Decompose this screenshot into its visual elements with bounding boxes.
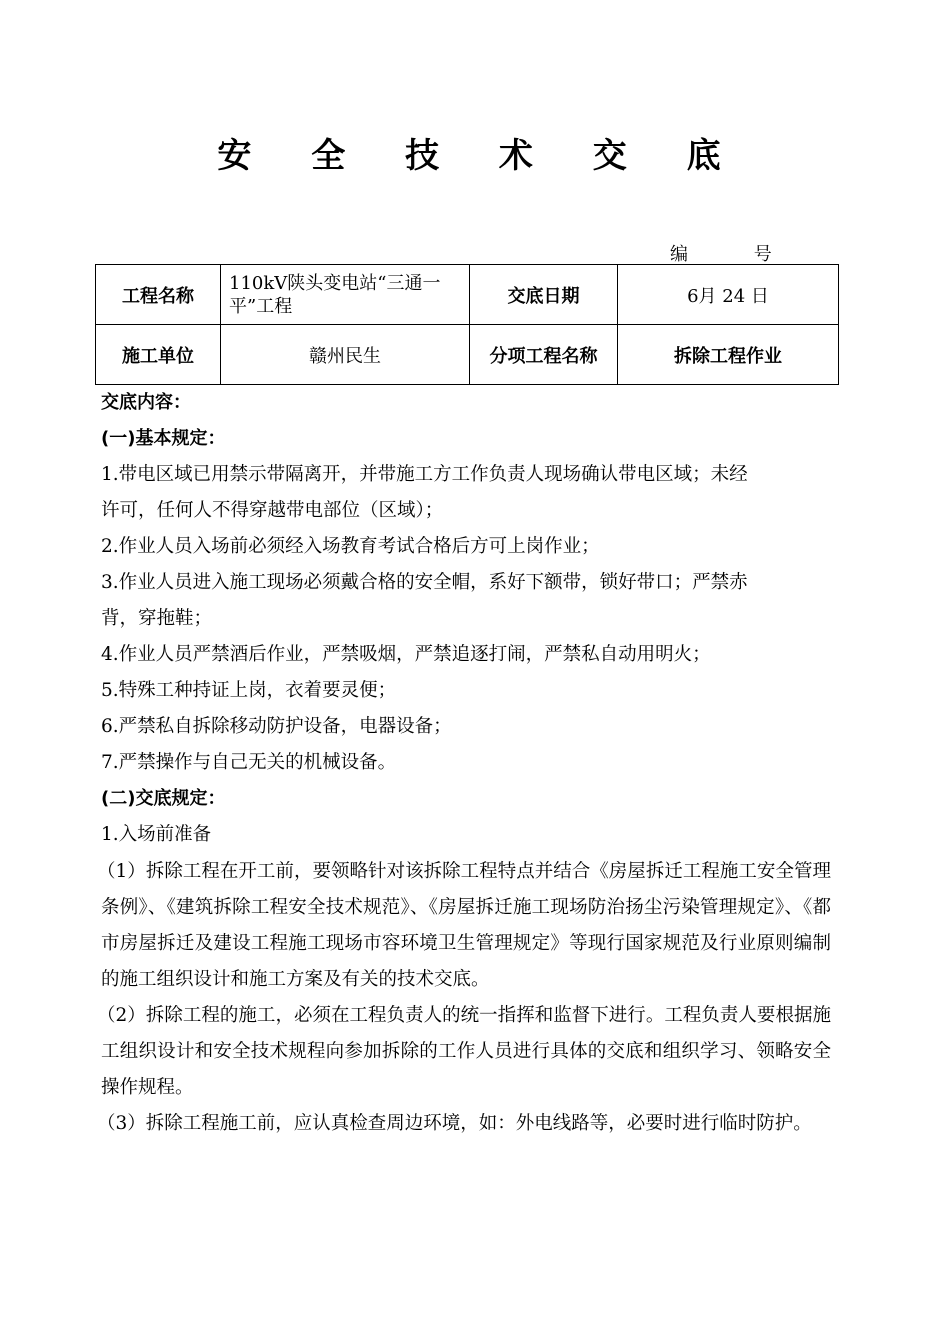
document-title: 安 全 技 术 交 底	[217, 136, 745, 176]
unit-value: 赣州民生	[221, 325, 470, 385]
item-1-paragraph: （1）拆除工程在开工前，要领略针对该拆除工程特点并结合《房屋拆迁工程施工安全管理条例》、《建筑拆除工程安全技术规范》、《房屋拆迁施工现场防治扬尘污染管理规定》、《都市房屋拆迁及建设工程施工现场市容环境卫生管理规定》等现行国家规范及行业原则编制的施工组织设计和施工方案及有关的技术交底。	[97, 861, 831, 990]
rule-7: 7.严禁操作与自己无关的机械设备。	[101, 752, 397, 773]
content-heading: 交底内容：	[101, 392, 191, 413]
unit-label: 施工单位	[96, 325, 221, 385]
item-3-paragraph: （3）拆除工程施工前，应认真检查周边环境，如：外电线路等，必要时进行临时防护。	[97, 1113, 812, 1134]
rule-4: 4.作业人员严禁酒后作业，严禁吸烟，严禁追逐打闹，严禁私自动用明火；	[101, 644, 711, 665]
table-row	[96, 325, 839, 385]
rule-5: 5.特殊工种持证上岗，衣着要灵便；	[101, 680, 397, 701]
serial-number-label: 编 号	[670, 244, 802, 265]
rule-2: 2.作业人员入场前必须经入场教育考试合格后方可上岗作业；	[101, 536, 600, 557]
project-name-value: 110kV陕头变电站“三通一平”工程	[221, 265, 470, 325]
rule-1-line-1: 1.带电区域已用禁示带隔离开，并带施工方工作负责人现场确认带电区域；未经	[101, 464, 748, 485]
date-label: 交底日期	[470, 265, 618, 325]
rule-6: 6.严禁私自拆除移动防护设备，电器设备；	[101, 716, 452, 737]
sub-project-value: 拆除工程作业	[618, 325, 839, 385]
project-info-table	[95, 264, 839, 385]
item-2-paragraph: （2）拆除工程的施工，必须在工程负责人的统一指挥和监督下进行。工程负责人要根据施工组织设计和安全技术规程向参加拆除的工作人员进行具体的交底和组织学习、领略安全操作规程。	[97, 1005, 831, 1098]
rule-3-line-2: 背，穿拖鞋；	[101, 608, 213, 629]
sub-project-label: 分项工程名称	[470, 325, 618, 385]
preparation-title: 1.入场前准备	[101, 824, 212, 845]
project-name-label: 工程名称	[96, 265, 221, 325]
briefing-content	[97, 386, 831, 1142]
date-value: 6月 24 日	[618, 265, 839, 325]
section-basic-rules-title: (一)基本规定：	[101, 428, 226, 449]
section-briefing-rules-title: (二)交底规定：	[101, 788, 226, 809]
rule-3-line-1: 3.作业人员进入施工现场必须戴合格的安全帽，系好下额带，锁好带口；严禁赤	[101, 572, 748, 593]
table-row	[96, 265, 839, 325]
rule-1-line-2: 许可，任何人不得穿越带电部位（区域）；	[101, 500, 444, 521]
